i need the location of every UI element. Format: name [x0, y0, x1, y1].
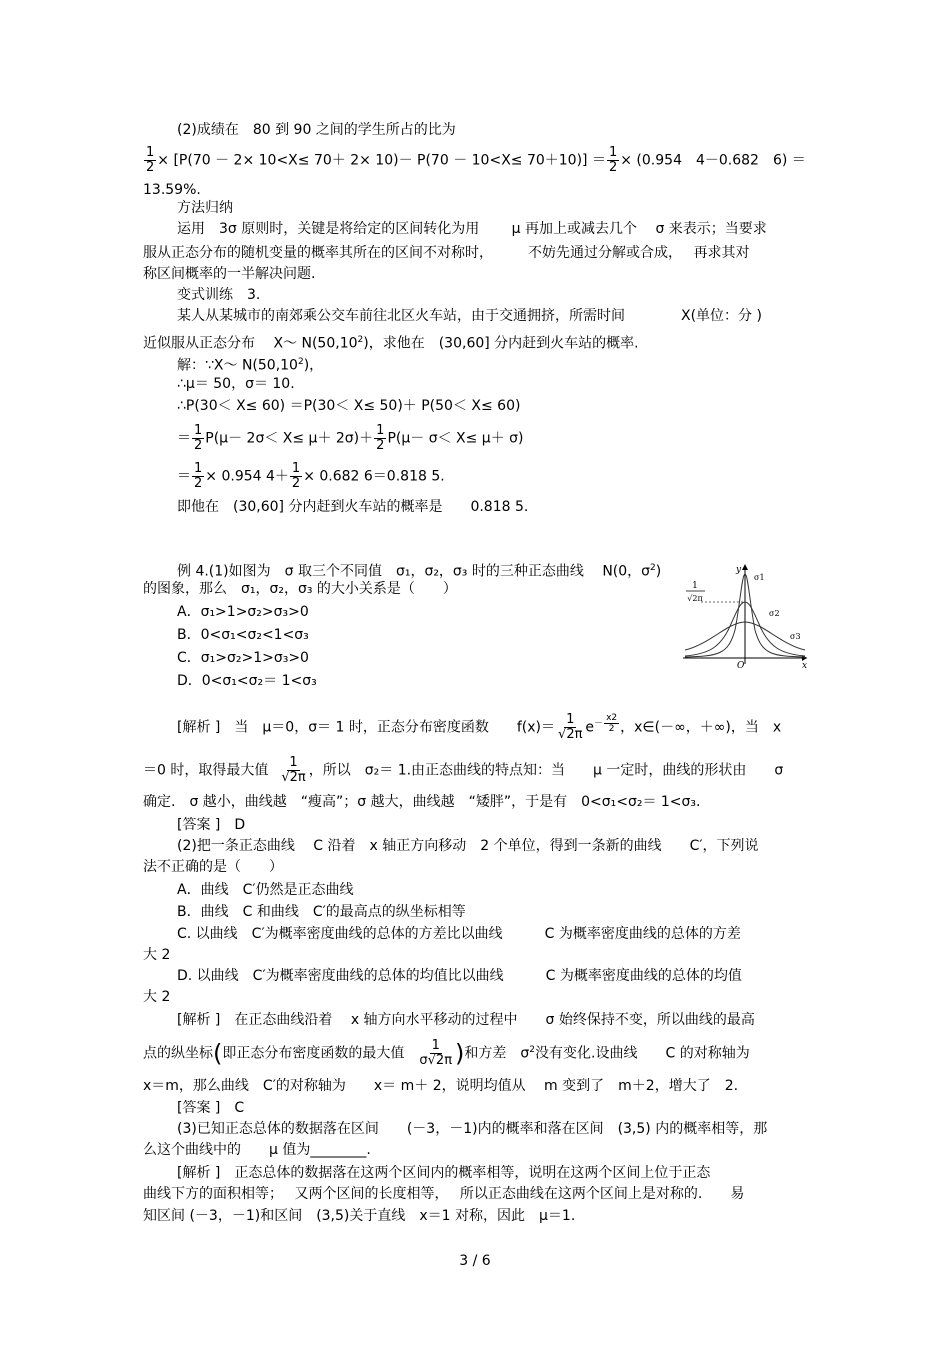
- text-line: [解析 ] 在正态曲线沿着 x 轴方向水平移动的过程中 σ 始终保持不变，所以曲线的最高: [177, 1012, 755, 1028]
- formula-line: 点的纵坐标(即正态分布密度函数的最大值 $\frac{1}{\sigma√2\pi}$ )和方差 $\sigma^2$没有变化.设曲线 C 的对称轴为: [143, 1038, 750, 1069]
- text-line: 13.59%.: [143, 182, 201, 198]
- page-number: 3 / 6: [459, 1253, 491, 1269]
- normal-curves-svg: [683, 560, 811, 670]
- formula-line: ＝0 时，取得最大值 $\frac{1}{√2\pi}$ ，所以 σ₂＝ 1.由正态曲线的特点知：当 μ 一定时，曲线的形状由 σ: [143, 755, 784, 785]
- y-label: y: [736, 565, 742, 575]
- text-line: 解：∵X～ N(50,10$^2$)，: [177, 357, 324, 374]
- peak-denominator: √2π: [687, 594, 703, 603]
- option-c: C．σ₁>σ₂>1>σ₃>0: [177, 650, 309, 666]
- text-line: [解析 ] 正态总体的数据落在这两个区间内的概率相等，说明在这两个区间上位于正态: [177, 1165, 711, 1181]
- option-b: B．曲线 C 和曲线 C′的最高点的纵坐标相等: [177, 904, 466, 920]
- fraction: $\frac{1}{√2\pi}$: [558, 712, 583, 743]
- fraction: $\frac{1}{2}$: [146, 145, 155, 175]
- text-line: 运用 3σ 原则时，关键是将给定的区间转化为用 μ 再加上或减去几个 σ 来表示；当要求: [177, 221, 767, 237]
- y-axis-arrow: [742, 564, 748, 570]
- text-line: (3)已知正态总体的数据落在区间 (－3，－1)内的概率和落在区间 (3,5) 内的概率相等，那: [177, 1121, 768, 1137]
- sigma2-label: σ2: [769, 609, 780, 618]
- text-line: 称区间概率的一半解决问题.: [143, 266, 316, 282]
- fraction: $\frac{1}{2}$: [376, 423, 385, 453]
- answer-line: [答案 ] C: [177, 1100, 245, 1116]
- sigma1-label: σ1: [754, 573, 765, 582]
- option-a: A．σ₁>1>σ₂>σ₃>0: [177, 604, 309, 620]
- text-line: 服从正态分布的随机变量的概率其所在的区间不对称时， 不妨先通过分解或合成， 再求其对: [143, 245, 750, 261]
- formula-line: ＝ $\frac{1}{2}$ × 0.954 4＋ $\frac{1}{2}$ × 0.682 6＝0.818 5.: [177, 461, 445, 491]
- answer-line: [答案 ] D: [177, 817, 246, 833]
- text-line: (2)成绩在 80 到 90 之间的学生所占的比为: [177, 122, 456, 138]
- option-b: B．0<σ₁<σ₂<1<σ₃: [177, 627, 309, 643]
- text-line: 即他在 (30,60] 分内赶到火车站的概率是 0.818 5.: [177, 499, 529, 515]
- formula-line: [解析 ] 当 μ＝0，σ＝ 1 时，正态分布密度函数 f(x)＝ $\frac{1}{√2\pi}$ $e^{- \frac{x2}{2}}$ ，x∈(－∞，＋∞)，当 x: [177, 712, 782, 743]
- text-line: (2)把一条正态曲线 C 沿着 x 轴正方向移动 2 个单位，得到一条新的曲线 C′，下列说: [177, 838, 759, 854]
- option-c: C. 以曲线 C′为概率密度曲线的总体的方差比以曲线 C 为概率密度曲线的总体的方差: [177, 926, 741, 942]
- text-line: 曲线下方的面积相等； 又两个区间的长度相等， 所以正态曲线在这两个区间上是对称的. 易: [143, 1186, 745, 1202]
- text-line: ∴μ＝ 50，σ＝ 10.: [177, 376, 295, 392]
- option-a: A．曲线 C′仍然是正态曲线: [177, 882, 354, 898]
- text-line: 法不正确的是（ ）: [143, 859, 283, 875]
- formula-line: $\frac{1}{2}$ × [P(70 － 2× 10<X≤ 70＋ 2× 10)－ P(70 － 10<X≤ 70＋10)] ＝ $\frac{1}{2}$ × (0.954 4－0.682 6) ＝: [146, 145, 806, 175]
- text-line: 大 2: [143, 947, 171, 963]
- text-line: 大 2: [143, 989, 171, 1005]
- text-line: x＝m，那么曲线 C′的对称轴为 x＝ m＋ 2，说明均值从 m 变到了 m＋2，增大了 2.: [143, 1078, 739, 1094]
- peak-numerator: 1: [692, 581, 698, 591]
- section-heading: 方法归纳: [177, 200, 233, 216]
- fraction: $\frac{1}{2}$: [194, 423, 203, 453]
- fraction: $\frac{1}{2}$: [194, 461, 203, 491]
- text-line: ∴P(30＜ X≤ 60) ＝P(30＜ X≤ 50)＋ P(50＜ X≤ 60): [177, 398, 521, 414]
- text-line: 的图象，那么 σ₁，σ₂，σ₃ 的大小关系是（ ）: [143, 581, 457, 597]
- text-line: 近似服从正态分布 X～ N(50,10$^2$)，求他在 (30,60] 分内赶到火车站的概率.: [143, 335, 639, 352]
- origin-label: O: [737, 661, 745, 670]
- fraction: $\frac{1}{\sigma√2\pi}$: [419, 1038, 453, 1069]
- text-line: 某人从某城市的南郊乘公交车前往北区火车站，由于交通拥挤，所需时间 X(单位：分 ): [177, 308, 762, 324]
- exponent: － x2 2: [594, 713, 618, 734]
- fraction: $\frac{1}{2}$: [291, 461, 301, 491]
- fraction: $\frac{1}{2}$: [608, 145, 618, 175]
- x-label: x: [802, 661, 808, 670]
- formula-line: ＝ $\frac{1}{2}$ P(μ－ 2σ＜ X≤ μ＋ 2σ)＋ $\frac{1}{2}$ P(μ－ σ＜ X≤ μ＋ σ): [177, 423, 524, 453]
- fraction: $\frac{1}{√2\pi}$: [281, 755, 306, 785]
- text-line: 么这个曲线中的 μ 值为________.: [143, 1142, 371, 1158]
- normal-curves-figure: [683, 560, 811, 670]
- text-line: 知区间 (－3，－1)和区间 (3,5)关于直线 x＝1 对称，因此 μ＝1.: [143, 1208, 576, 1224]
- text-line: 确定. σ 越小，曲线越 “瘦高”；σ 越大，曲线越 “矮胖”，于是有 0<σ₁<σ₂＝ 1<σ₃.: [143, 794, 701, 810]
- sigma3-label: σ3: [790, 632, 801, 641]
- section-heading: 变式训练 3.: [177, 287, 261, 303]
- option-d: D．0<σ₁<σ₂＝ 1<σ₃: [177, 673, 317, 689]
- option-d: D. 以曲线 C′为概率密度曲线的总体的均值比以曲线 C 为概率密度曲线的总体的均值: [177, 968, 742, 984]
- text-line: 例 4.(1)如图为 σ 取三个不同值 σ₁，σ₂，σ₃ 时的三种正态曲线 N(0，$\sigma^2$): [177, 563, 662, 580]
